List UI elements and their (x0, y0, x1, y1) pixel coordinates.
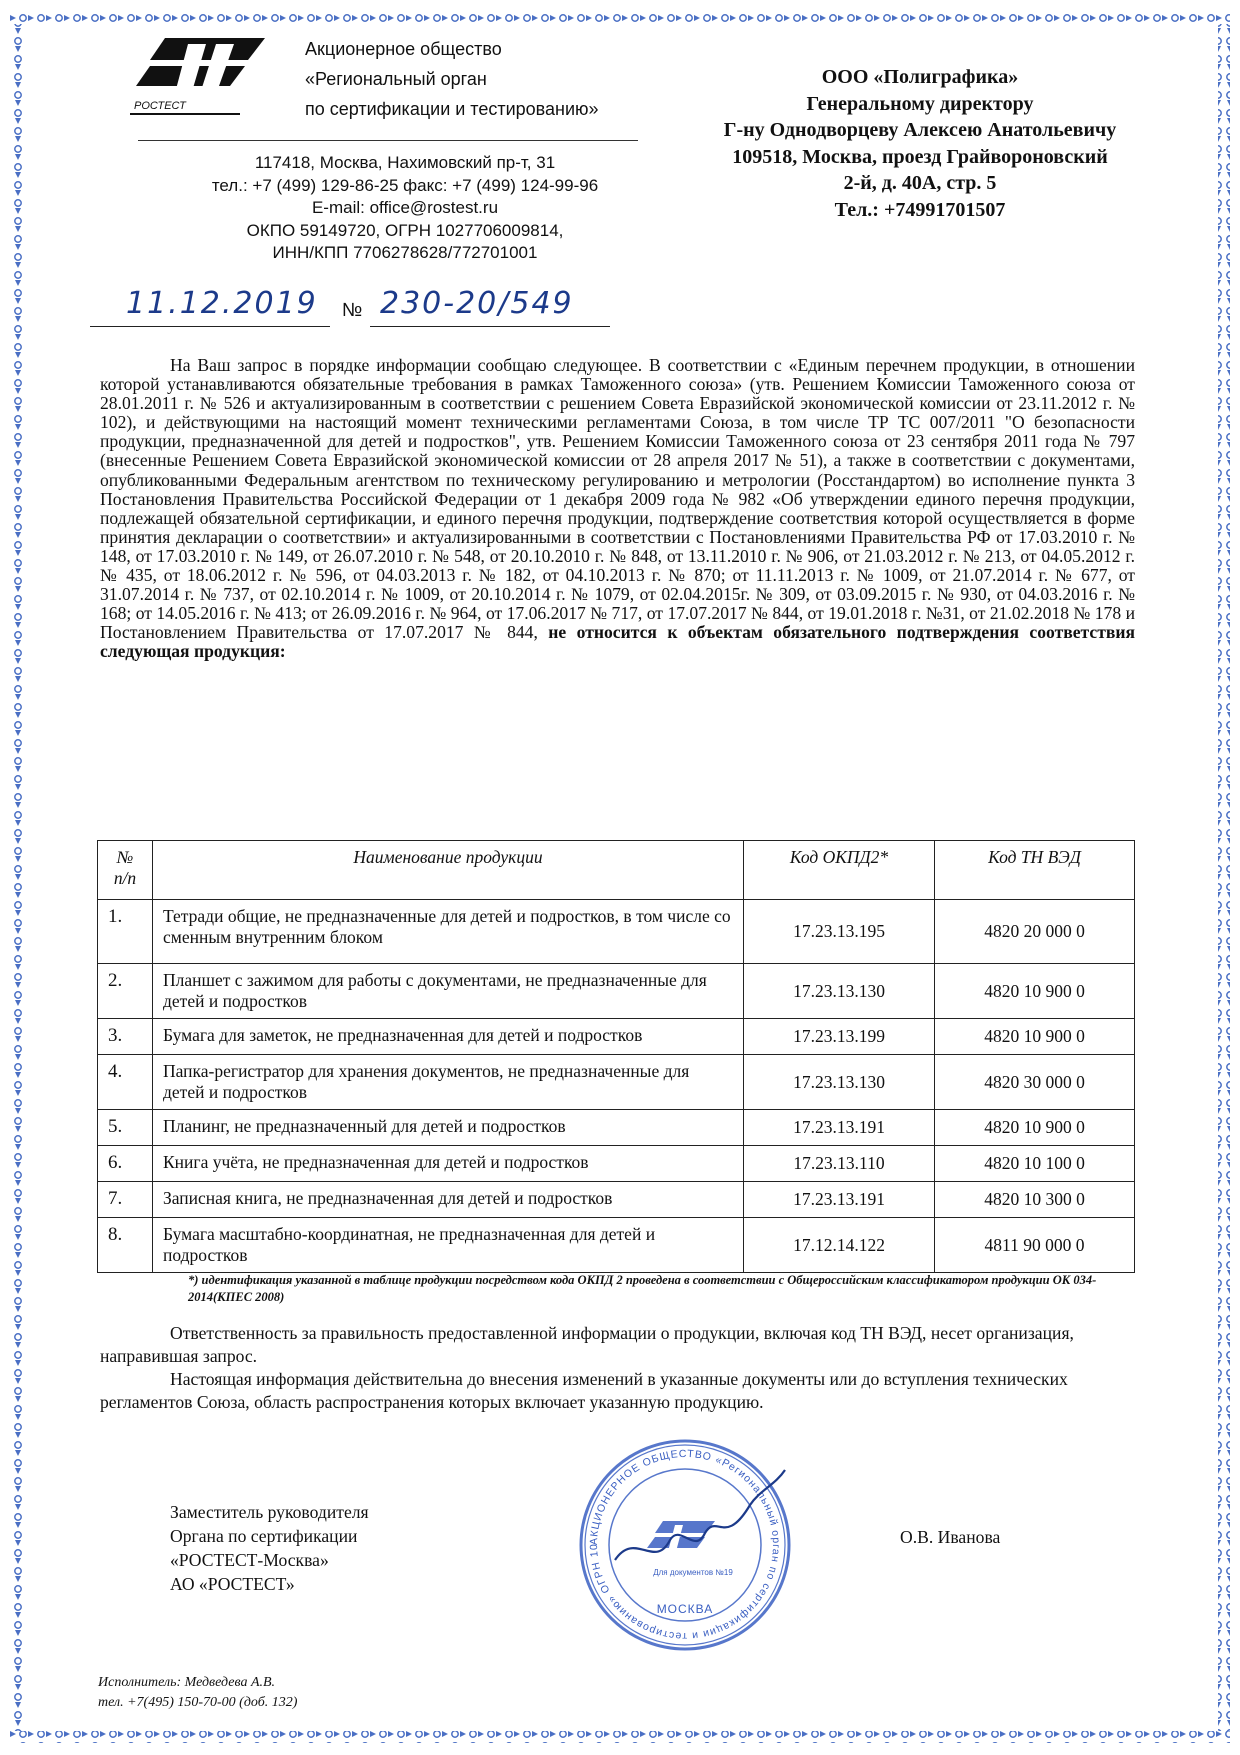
executor-block (98, 1673, 297, 1713)
position-line: «РОСТЕСТ-Москва» (170, 1550, 329, 1570)
row-name: Планинг, не предназначенный для детей и подростков (153, 1110, 744, 1146)
row-num: 6. (98, 1146, 153, 1182)
row-okpd: 17.12.14.122 (744, 1218, 935, 1273)
header-divider (138, 140, 638, 141)
position-line: Заместитель руководителя (170, 1502, 369, 1522)
org-line: Акционерное общество (305, 39, 502, 59)
row-name: Тетради общие, не предназначенные для детей и подростков, в том числе со сменным внутренним блоком (153, 900, 744, 964)
row-tnved: 4811 90 000 0 (935, 1218, 1135, 1273)
letter-body (100, 356, 1135, 662)
intro-text: На Ваш запрос в порядке информации сообщаю следующее. В соответствии с «Единым перечнем продукции, в отношении которой устанавливаются обязательные требования в рамках Таможенного союза» (утв. Решением Комиссии Таможенного союза от 28.01.2011 г. № 526 и актуализированным в соответствии с решением Совета Евразийской экономической комиссии от 23.11.2012 г. № 102), и действующими на настоящий момент техническими регламентами Союза, в том числе ТР ТС 007/2011 "О безопасности продукции, предназначенной для детей и подростков", утв. Решением Комиссии Таможенного союза от 23 сентября 2011 года № 797 (внесенные Решением Совета Евразийской экономической комиссии от 28 апреля 2017 № 51), а также в соответствии с документами, опубликованными Федеральным агентством по техническому регулированию и метрологии (Росстандартом) во исполнение пункта 3 Постановления Правительства Российской Федерации от 1 декабря 2009 года № 982 «Об утверждении единого перечня продукции, подлежащей обязательной сертификации, и единого перечня продукции, подтверждение соответствия которой осуществляется в форме принятия декларации о соответствии» и актуализированными в соответствии с Постановлениями Правительства РФ от 17.03.2010 г. № 148, от 17.03.2010 г. № 149, от 26.07.2010 г. № 548, от 20.10.2010 г. № 848, от 13.11.2010 г. № 906, от 21.03.2012 г. № 213, от 04.05.2012 г. № 435, от 18.06.2012 г. № 596, от 04.03.2013 г. № 182, от 04.10.2013 г. № 870; от 11.11.2013 г. № 1009, от 21.07.2014 г. № 677, от 31.07.2014 г. № 737, от 02.10.2014 г. № 1009, от 20.10.2014 г. № 1079, от 02.04.2015г. № 309, от 03.09.2015 г. № 930, от 04.03.2016 г. № 168; от 14.05.2016 г. № 413; от 26.09.2016 г. № 964, от 17.06.2017 № 717, от 17.07.2017 № 844, от 19.01.2018 г. №31, от 21.02.2018 № 178 и Постановлением Правительства от 17.07.2017 № 844, (100, 355, 1135, 643)
responsibility-paragraph: Ответственность за правильность предоставленной информации о продукции, включая код ТН ВЭД, несет организация, направившая запрос. (100, 1323, 1074, 1366)
row-okpd: 17.23.13.199 (744, 1019, 935, 1055)
letter-number-field (370, 286, 610, 327)
table-row (98, 900, 1135, 964)
row-okpd: 17.23.13.110 (744, 1146, 935, 1182)
org-line: по сертификации и тестированию» (305, 99, 599, 119)
row-name: Планшет с зажимом для работы с документами, не предназначенные для детей и подростков (153, 964, 744, 1019)
stamp-city: МОСКВА (656, 1602, 714, 1616)
row-num: 1. (98, 900, 153, 964)
row-okpd: 17.23.13.195 (744, 900, 935, 964)
row-tnved: 4820 10 100 0 (935, 1146, 1135, 1182)
executor-name: Исполнитель: Медведева А.В. (98, 1675, 276, 1690)
official-stamp (575, 1435, 795, 1655)
validity-paragraph: Настоящая информация действительна до внесения изменений в указанные документы или до вступления технических регламентов Союза, область распространения которых включает указанную продукцию. (100, 1369, 1068, 1412)
products-table (97, 840, 1135, 1273)
position-line: Органа по сертификации (170, 1526, 358, 1546)
org-line: «Региональный орган (305, 69, 487, 89)
addressee-line: 2-й, д. 40А, стр. 5 (843, 172, 997, 194)
issuer-organization-name (305, 34, 599, 124)
addressee-line: Тел.: +74991701507 (834, 198, 1006, 221)
signatory-position (170, 1500, 369, 1596)
row-okpd: 17.23.13.191 (744, 1110, 935, 1146)
addressee-line: Генеральному директору (806, 92, 1034, 115)
addressee-line: ООО «Полиграфика» (821, 66, 1019, 88)
row-tnved: 4820 10 900 0 (935, 1019, 1135, 1055)
row-okpd: 17.23.13.191 (744, 1182, 935, 1218)
row-name: Записная книга, не предназначенная для детей и подростков (153, 1182, 744, 1218)
row-okpd: 17.23.13.130 (744, 964, 935, 1019)
header-num: № п/п (98, 841, 153, 900)
row-num: 7. (98, 1182, 153, 1218)
row-num: 3. (98, 1019, 153, 1055)
row-tnved: 4820 30 000 0 (935, 1055, 1135, 1110)
row-tnved: 4820 20 000 0 (935, 900, 1135, 964)
row-name: Бумага для заметок, не предназначенная для детей и подростков (153, 1019, 744, 1055)
logo-text: РОСТЕСТ (134, 100, 186, 112)
handwritten-date: 11.12.2019 (126, 286, 318, 321)
phone-line: тел.: +7 (499) 129-86-25 факс: +7 (499) 124-99-96 (211, 175, 599, 195)
row-tnved: 4820 10 900 0 (935, 1110, 1135, 1146)
rostest-logo (130, 30, 270, 122)
row-name: Папка-регистратор для хранения документов, не предназначенные для детей и подростков (153, 1055, 744, 1110)
number-label: № (342, 300, 363, 321)
addressee-line: 109518, Москва, проезд Грайвороновский (732, 145, 1108, 168)
issuer-contact-block (150, 152, 660, 265)
executor-phone: тел. +7(495) 150-70-00 (доб. 132) (98, 1695, 298, 1710)
table-row (98, 1182, 1135, 1218)
row-okpd: 17.23.13.130 (744, 1055, 935, 1110)
position-line: АО «РОСТЕСТ» (170, 1574, 295, 1594)
row-num: 2. (98, 964, 153, 1019)
table-row (98, 1055, 1135, 1110)
header-okpd: Код ОКПД2* (744, 841, 935, 900)
email-line: E-mail: office@rostest.ru (311, 198, 499, 217)
row-name: Бумага масштабно-координатная, не предназначенная для детей и подростков (153, 1218, 744, 1273)
addressee-line: Г-ну Однодворцеву Алексею Анатольевичу (723, 119, 1117, 141)
intro-paragraph (100, 356, 1135, 662)
table-row (98, 1110, 1135, 1146)
table-row (98, 1019, 1135, 1055)
table-row (98, 1146, 1135, 1182)
handwritten-number: 230-20/549 (380, 286, 574, 321)
row-tnved: 4820 10 300 0 (935, 1182, 1135, 1218)
row-name: Книга учёта, не предназначенная для детей и подростков (153, 1146, 744, 1182)
address-line: 117418, Москва, Нахимовский пр-т, 31 (254, 153, 556, 172)
header-name: Наименование продукции (153, 841, 744, 900)
table-row (98, 964, 1135, 1019)
table-header-row (98, 841, 1135, 900)
row-num: 4. (98, 1055, 153, 1110)
closing-paragraphs (100, 1322, 1135, 1414)
inn-line: ИНН/КПП 7706278628/772701001 (272, 243, 538, 262)
stamp-inner-text: Для документов №19 (653, 1568, 733, 1577)
row-num: 8. (98, 1218, 153, 1273)
okpo-line: ОКПО 59149720, ОГРН 1027706009814, (246, 220, 564, 240)
stamp-ring-text: АКЦИОНЕРНОЕ ОБЩЕСТВО «Региональный орган по сертификации и тестированию» ОГРН 10 (587, 1447, 783, 1643)
addressee-block (660, 64, 1180, 223)
table-row (98, 1218, 1135, 1273)
letter-date-field (90, 286, 330, 327)
intro-bold-text: не относится к объектам обязательного подтверждения соответствия следующая продукция: (100, 622, 1136, 662)
row-tnved: 4820 10 900 0 (935, 964, 1135, 1019)
table-footnote: *) идентификация указанной в таблице продукции посредством кода ОКПД 2 проведена в соответствии с Общероссийским классификатором продукции ОК 034-2014(КПЕС 2008) (188, 1273, 1097, 1304)
header-tnved: Код ТН ВЭД (935, 841, 1135, 900)
row-num: 5. (98, 1110, 153, 1146)
signatory-name: О.В. Иванова (900, 1527, 1001, 1547)
